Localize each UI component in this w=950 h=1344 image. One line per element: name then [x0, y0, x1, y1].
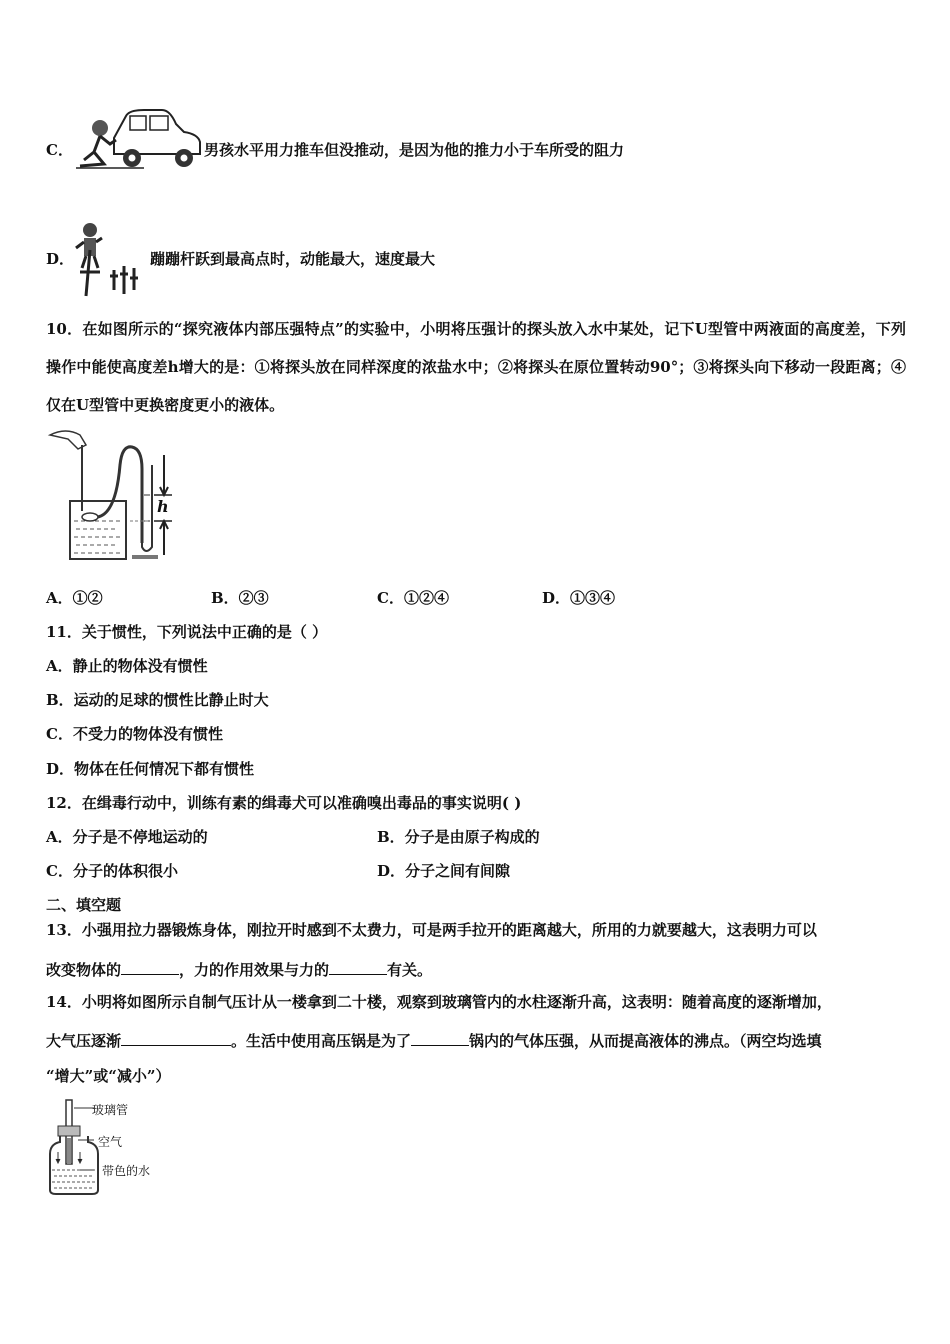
pogo-stick-image [72, 220, 152, 300]
q13-blank-2[interactable] [329, 958, 387, 975]
question-14-line1: 14．小明将如图所示自制气压计从一楼拿到二十楼，观察到玻璃管内的水柱逐渐升高，这表明：随着高度的逐渐增加， [46, 993, 832, 1011]
q13-text-part3: 有关。 [387, 961, 433, 979]
q10-option-d: D．①③④ [542, 589, 616, 607]
option-d-text: 蹦蹦杆跃到最高点时，动能最大，速度最大 [150, 250, 436, 268]
q14-blank-1[interactable] [121, 1029, 231, 1046]
q11-option-d: D．物体在任何情况下都有惯性 [46, 760, 255, 778]
boy-pushing-car-image [74, 98, 204, 174]
q10-option-b: B．②③ [211, 589, 269, 607]
q11-option-b: B．运动的足球的惯性比静止时大 [46, 691, 269, 709]
q14-text-part1: 大气压逐渐 [46, 1032, 122, 1050]
q14-text-part2: 。生活中使用高压锅是为了 [231, 1032, 412, 1050]
q12-option-a: A．分子是不停地运动的 [46, 828, 208, 846]
question-10-stem: 10．在如图所示的“探究液体内部压强特点”的实验中，小明将压强计的探头放入水中某处，记下U型管中两液面的高度差，下列操作中能使高度差h增大的是：①将探头放在同样深度的浓盐水中；②将探头在原位置转动90°；③将探头向下移动一段距离；④仅在U型管中更换密度更小的液体。 [46, 320, 906, 414]
section-title: 二、填空题 [46, 896, 122, 914]
q13-blank-1[interactable] [121, 958, 179, 975]
label-glass-tube: 玻璃管 [92, 1103, 129, 1117]
q11-option-c: C．不受力的物体没有惯性 [46, 725, 223, 743]
question-13-line2 [46, 958, 432, 980]
option-c-letter: C． [46, 141, 73, 159]
question-14-line2 [46, 1029, 822, 1051]
q14-text-part3: 锅内的气体压强，从而提高液体的沸点。（两空均选填 [469, 1032, 822, 1050]
label-air: 空气 [98, 1135, 123, 1149]
q12-option-b: B．分子是由原子构成的 [377, 828, 540, 846]
label-colored-water: 带色的水 [102, 1164, 151, 1178]
option-d-letter: D． [46, 250, 75, 268]
q13-text-part1: 改变物体的 [46, 961, 122, 979]
question-11-stem: 11．关于惯性，下列说法中正确的是（ ） [46, 623, 328, 641]
q11-option-a: A．静止的物体没有惯性 [46, 657, 208, 675]
pressure-gauge-figure [46, 425, 186, 565]
q10-option-c: C．①②④ [377, 589, 449, 607]
option-c-text: 男孩水平用力推车但没推动，是因为他的推力小于车所受的阻力 [204, 141, 625, 159]
q12-option-c: C．分子的体积很小 [46, 862, 178, 880]
q14-blank-2[interactable] [411, 1029, 469, 1046]
question-14-line3: “增大”或“减小”） [46, 1067, 171, 1085]
q12-option-d: D．分子之间有间隙 [377, 862, 511, 880]
question-13-line1: 13．小强用拉力器锻炼身体，刚拉开时感到不太费力，可是两手拉开的距离越大，所用的力就要越大，这表明力可以 [46, 921, 817, 939]
q10-option-a: A．①② [46, 589, 103, 607]
figure-h-label: h [157, 497, 169, 516]
question-12-stem: 12．在缉毒行动中，训练有素的缉毒犬可以准确嗅出毒品的事实说明( ) [46, 794, 522, 812]
q13-text-part2: ，力的作用效果与力的 [179, 961, 330, 979]
